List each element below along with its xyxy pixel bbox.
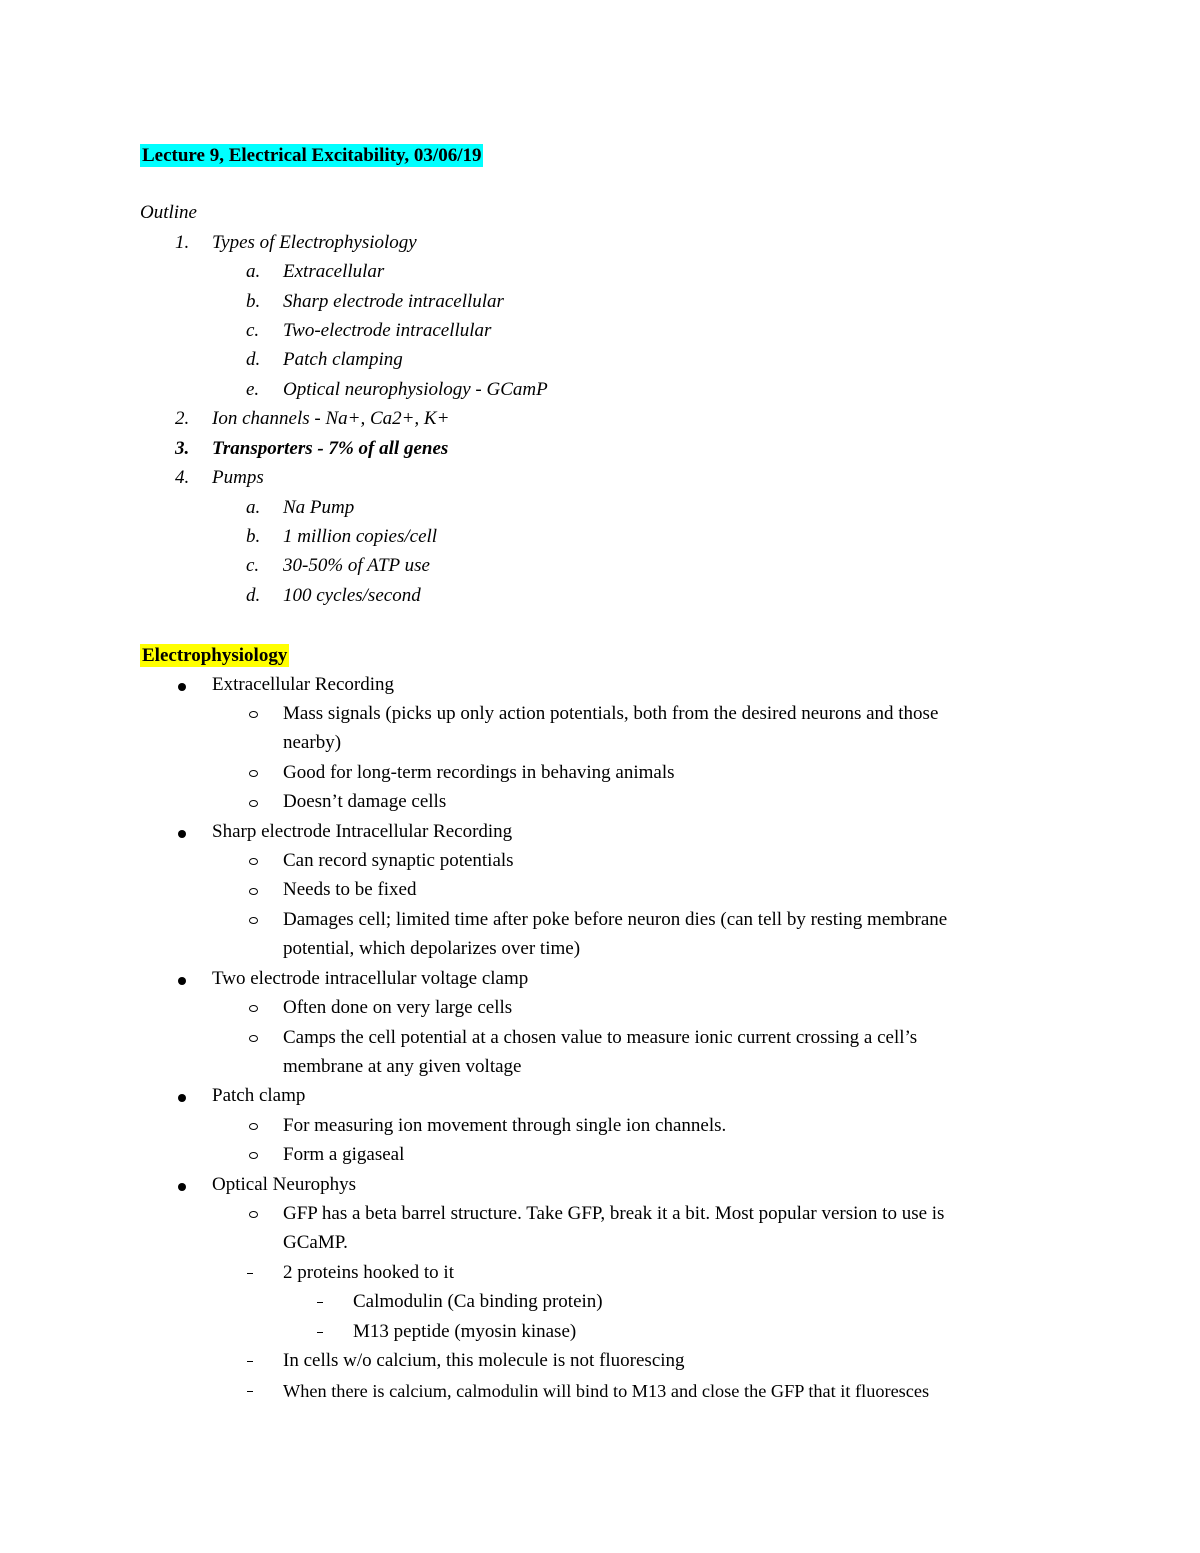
bullet-circle-icon: [249, 1152, 258, 1159]
bullet-dot-icon: [178, 1183, 186, 1191]
list-subitem: Doesn’t damage cells: [283, 791, 447, 812]
dash-bullet-icon: [247, 1273, 253, 1274]
outline-marker: a.: [246, 261, 261, 282]
outline-subitem: 100 cycles/second: [283, 585, 421, 606]
list-subsubitem: M13 peptide (myosin kinase): [353, 1321, 577, 1342]
outline-marker: a.: [246, 497, 261, 518]
outline-subitem: 1 million copies/cell: [283, 526, 438, 547]
bullet-circle-icon: [249, 711, 258, 718]
outline-marker: c.: [246, 555, 260, 576]
list-subitem: Mass signals (picks up only action potentials, both from the desired neurons and those: [283, 703, 939, 724]
list-subsubitem: Calmodulin (Ca binding protein): [353, 1291, 603, 1312]
outline-subitem: Sharp electrode intracellular: [283, 291, 504, 312]
outline-marker: 2.: [175, 408, 190, 429]
outline-subitem: Extracellular: [283, 261, 385, 282]
dash-bullet-icon: [247, 1361, 253, 1362]
outline-subitem: 30-50% of ATP use: [283, 555, 430, 576]
list-subitem: When there is calcium, calmodulin will bind to M13 and close the GFP that it fluoresces: [283, 1381, 930, 1401]
outline-marker: b.: [246, 291, 261, 312]
list-subitem: 2 proteins hooked to it: [283, 1262, 454, 1283]
list-subitem: Often done on very large cells: [283, 997, 513, 1018]
list-subitem: Form a gigaseal: [283, 1144, 405, 1165]
outline-heading: Outline: [140, 202, 197, 223]
outline-subitem: Na Pump: [283, 497, 355, 518]
list-subitem-continued: potential, which depolarizes over time): [283, 938, 581, 959]
dash-bullet-icon: [317, 1332, 323, 1333]
dash-bullet-icon: [317, 1302, 323, 1303]
document-title: Lecture 9, Electrical Excitability, 03/06/19: [142, 145, 482, 166]
outline-marker: d.: [246, 585, 261, 606]
section-heading-electrophysiology: Electrophysiology: [142, 645, 288, 666]
list-subitem: Good for long-term recordings in behaving animals: [283, 762, 675, 783]
outline-item: Transporters - 7% of all genes: [212, 438, 449, 459]
outline-item: Ion channels - Na+, Ca2+, K+: [212, 408, 450, 429]
bullet-dot-icon: [178, 683, 186, 691]
bullet-circle-icon: [249, 1005, 258, 1012]
outline-item: Pumps: [212, 467, 264, 488]
bullet-circle-icon: [249, 888, 258, 895]
list-subitem-continued: membrane at any given voltage: [283, 1056, 522, 1077]
bullet-circle-icon: [249, 917, 258, 924]
list-item: Sharp electrode Intracellular Recording: [212, 821, 513, 842]
bullet-dot-icon: [178, 1094, 186, 1102]
bullet-circle-icon: [249, 1211, 258, 1218]
outline-marker: d.: [246, 349, 261, 370]
list-subitem: Needs to be fixed: [283, 879, 417, 900]
list-subitem-continued: nearby): [283, 732, 342, 753]
bullet-dot-icon: [178, 977, 186, 985]
bullet-circle-icon: [249, 770, 258, 777]
outline-subitem: Two-electrode intracellular: [283, 320, 492, 341]
outline-marker: e.: [246, 379, 260, 400]
list-subitem: GFP has a beta barrel structure. Take GFP, break it a bit. Most popular version to use is: [283, 1203, 945, 1224]
outline-marker: c.: [246, 320, 260, 341]
outline-marker: b.: [246, 526, 261, 547]
list-item: Extracellular Recording: [212, 674, 395, 695]
list-subitem: For measuring ion movement through single ion channels.: [283, 1115, 727, 1136]
list-subitem: Can record synaptic potentials: [283, 850, 514, 871]
outline-marker: 4.: [175, 467, 190, 488]
outline-subitem: Patch clamping: [283, 349, 403, 370]
outline-marker: 3.: [175, 438, 190, 459]
dash-bullet-icon: [247, 1391, 253, 1392]
outline-marker: 1.: [175, 232, 190, 253]
list-subitem: Damages cell; limited time after poke before neuron dies (can tell by resting membrane: [283, 909, 948, 930]
outline-item: Types of Electrophysiology: [212, 232, 417, 253]
outline-subitem: Optical neurophysiology - GCamP: [283, 379, 548, 400]
list-subitem: In cells w/o calcium, this molecule is not fluorescing: [283, 1350, 685, 1371]
bullet-circle-icon: [249, 1123, 258, 1130]
bullet-circle-icon: [249, 858, 258, 865]
bullet-circle-icon: [249, 800, 258, 807]
list-subitem-continued: GCaMP.: [283, 1232, 348, 1253]
list-item: Patch clamp: [212, 1085, 306, 1106]
list-subitem: Camps the cell potential at a chosen value to measure ionic current crossing a cell’s: [283, 1027, 918, 1048]
list-item: Two electrode intracellular voltage clamp: [212, 968, 529, 989]
list-item: Optical Neurophys: [212, 1174, 357, 1195]
bullet-circle-icon: [249, 1035, 258, 1042]
bullet-dot-icon: [178, 830, 186, 838]
